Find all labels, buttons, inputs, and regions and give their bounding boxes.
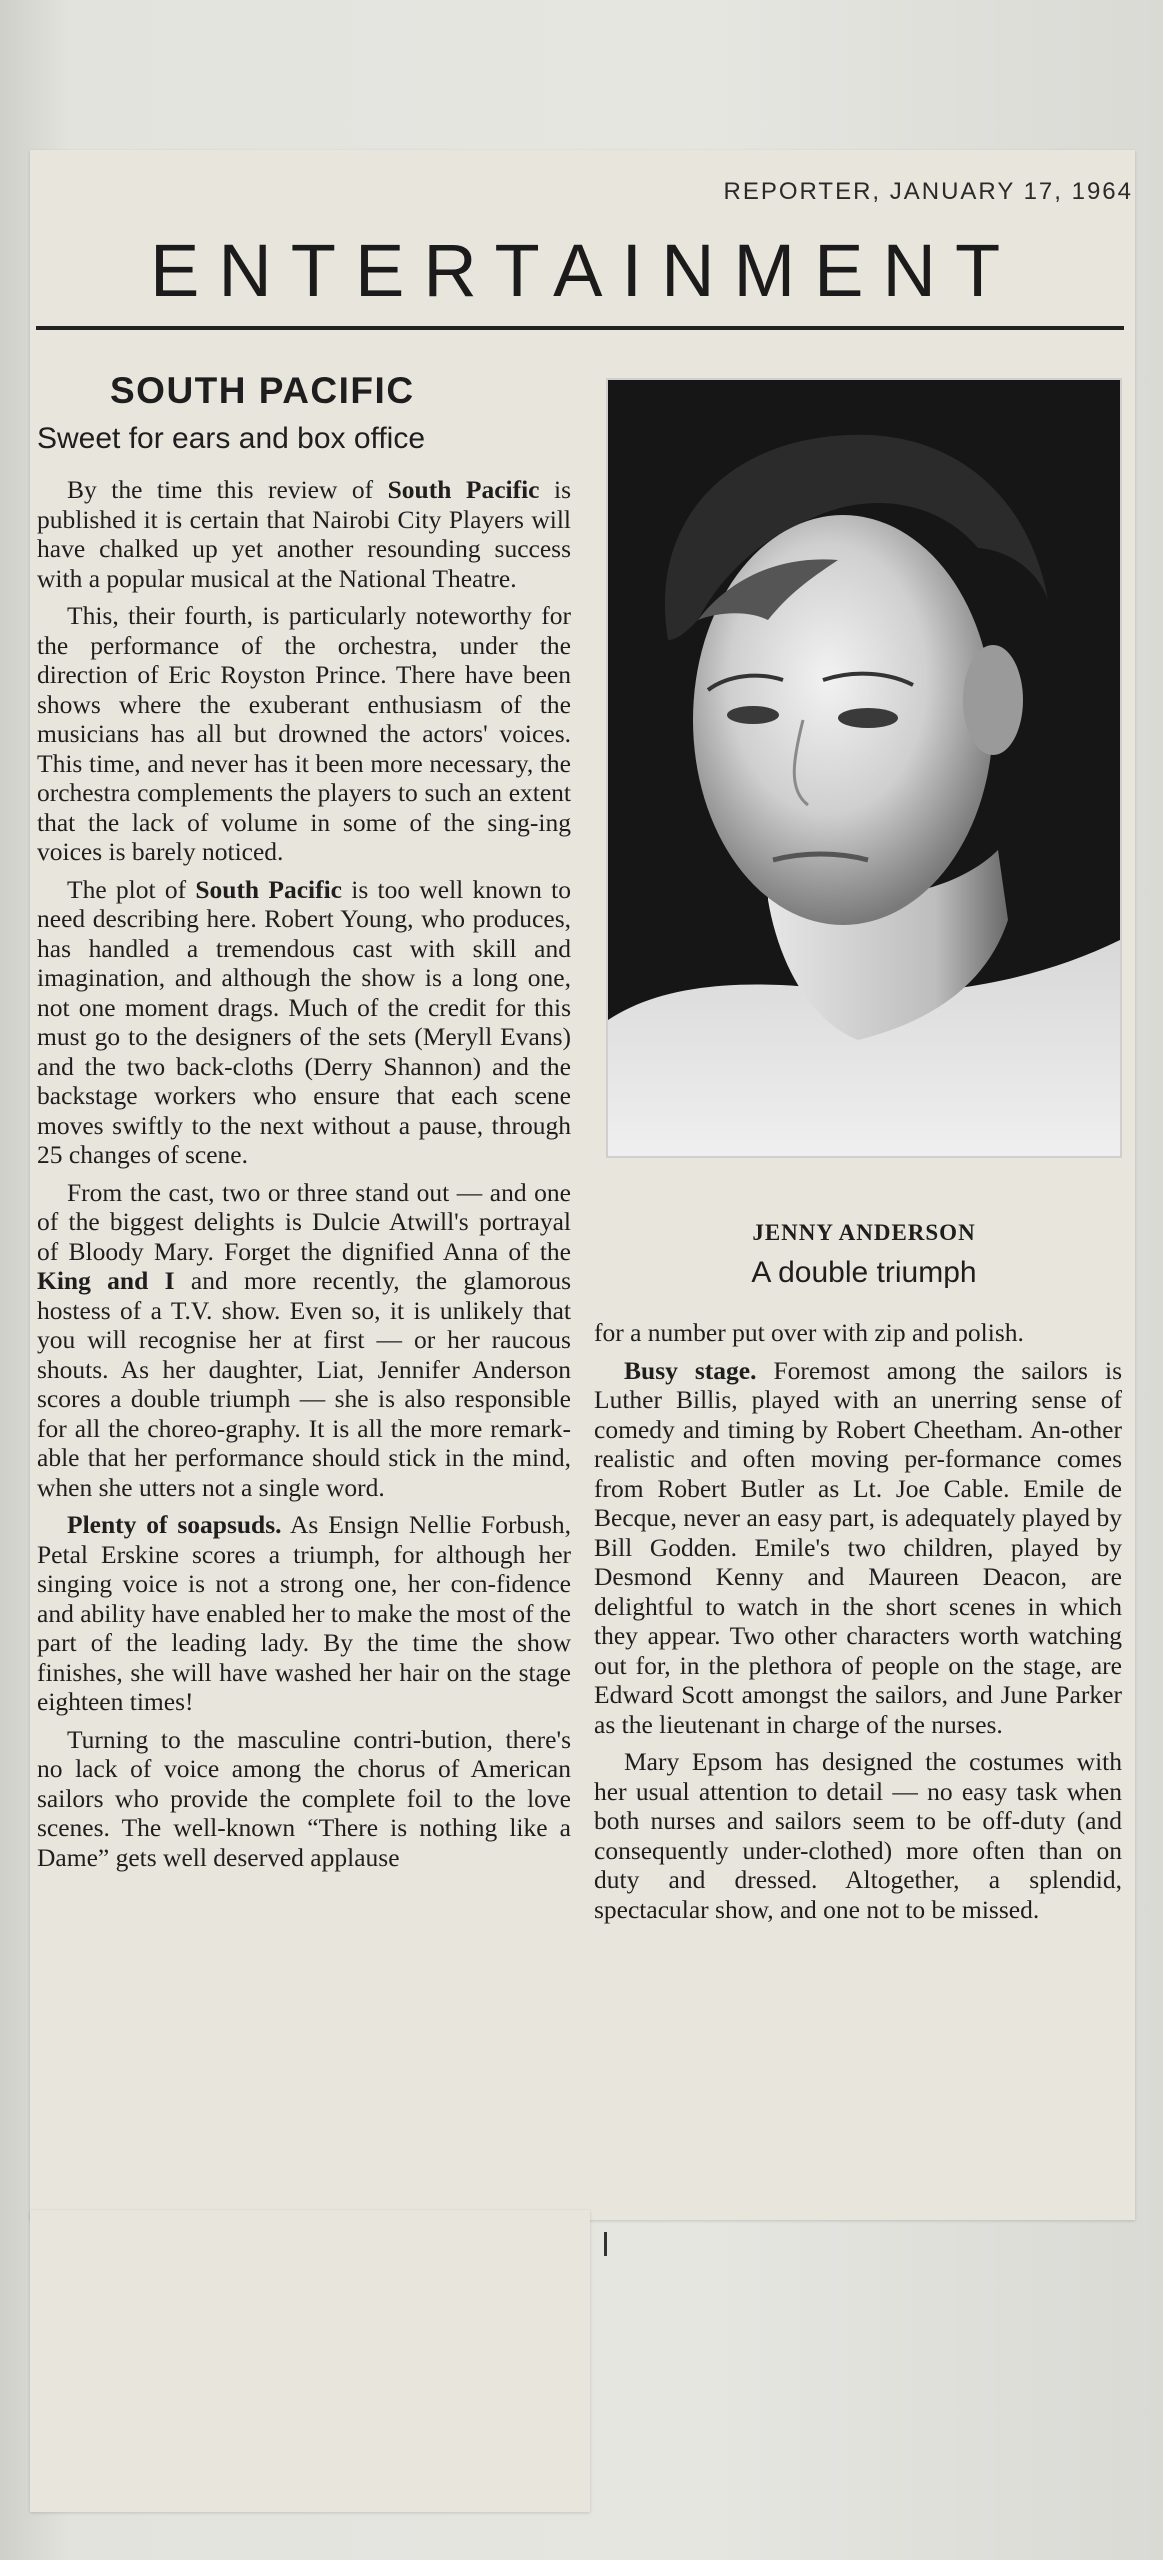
newspaper-clipping-lower — [30, 2210, 590, 2512]
article-column-right — [594, 1318, 1122, 1932]
paragraph-6: Turning to the masculine contri-bution, there's no lack of voice among the chorus of American sailors who provide the complete foil to the love scenes. The well-known “There is nothing like a Dame” gets well deserved applause — [37, 1724, 571, 1872]
photo-caption-name: JENNY ANDERSON — [752, 1220, 976, 1245]
paragraph-4: From the cast, two or three stand out — and one of the biggest delights is Dulcie Atwill's portrayal of Bloody Mary. Forget the dignified Anna of the King and I and more recently, the glamorous hostess of a T.V. show. Even so, it is unlikely that you will recognise her at first — or her raucous shouts. As her daughter, Liat, Jennifer Anderson scores a double triumph — she is also responsible for all the choreo-graphy. It is all the more remark-able that her performance should stick in the mind, when she utters not a single word. — [37, 1177, 572, 1502]
paragraph-1: By the time this review of South Pacific is published it is certain that Nairobi City Players will have chalked up yet another resounding success with a popular musical at the National Theatre. — [37, 475, 571, 593]
masthead-rule — [36, 326, 1124, 330]
paragraph-8: Busy stage. Foremost among the sailors is Luther Billis, played with an unerring sense of comedy and timing by Robert Cheetham. An-other realistic and often moving per-formance comes from Robert Butler as Lt. Joe Cable. Emile de Becque, never an easy part, is adequately played by Bill Godden. Emile's two children, played by Desmond Kenny and Maureen Deacon, are delightful to watch in the short scenes in which they appear. Two other characters worth watching out for, in the plethora of people on the stage, are Edward Scott amongst the sailors, and June Parker as the lieutenant in charge of the nurses. — [594, 1355, 1122, 1739]
paragraph-2: This, their fourth, is particularly noteworthy for the performance of the orchestra, under the direction of Eric Royston Prince. There have been shows where the exuberant enthusiasm of the musicians has all but drowned the actors' voices. This time, and never has it been more necessary, the orchestra complements the players to such an extent that the lack of volume in some of the sing-ing voices is barely noticed. — [37, 601, 571, 866]
portrait-photo — [606, 378, 1122, 1158]
subheading-plenty-of-soapsuds: Plenty of soapsuds. — [67, 1510, 282, 1539]
pen-mark — [604, 2232, 607, 2256]
subheading-busy-stage: Busy stage. — [624, 1355, 757, 1385]
paragraph-3: The plot of South Pacific is too well known to need describing here. Robert Young, who produces, has handled a tremendous cast with skill and imagination, and although the show is a long one, not one moment drags. Much of the credit for this must go to the designers of the sets (Meryll Evans) and the two back-cloths (Derry Shannon) and the backstage workers who ensure that each scene moves swiftly to the next without a pause, through 25 changes of scene. — [37, 874, 572, 1169]
article-subhead: Sweet for ears and box office — [37, 422, 426, 455]
paragraph-5: Plenty of soapsuds. As Ensign Nellie Forbush, Petal Erskine scores a triumph, for although her singing voice is not a strong one, her con-fidence and ability have enabled her to make the most of the part of the leading lady. By the time the show finishes, she will have washed her hair on the stage eighteen times! — [37, 1510, 572, 1716]
article-headline: SOUTH PACIFIC — [110, 370, 415, 411]
dateline: REPORTER, JANUARY 17, 1964 — [723, 178, 1133, 205]
article-column-left — [37, 475, 571, 1880]
paragraph-7: for a number put over with zip and polish. — [594, 1318, 1024, 1347]
photo-caption-subtitle: A double triumph — [751, 1256, 977, 1289]
portrait-illustration — [608, 380, 1120, 1156]
paragraph-9: Mary Epsom has designed the costumes with her usual attention to detail — no easy task when both nurses and sailors seem to be off-duty (and consequently under-clothed) more often than on duty and dressed. Altogether, a splendid, spectacular show, and one not to be missed. — [594, 1747, 1122, 1924]
section-masthead: ENTERTAINMENT — [150, 229, 1020, 312]
